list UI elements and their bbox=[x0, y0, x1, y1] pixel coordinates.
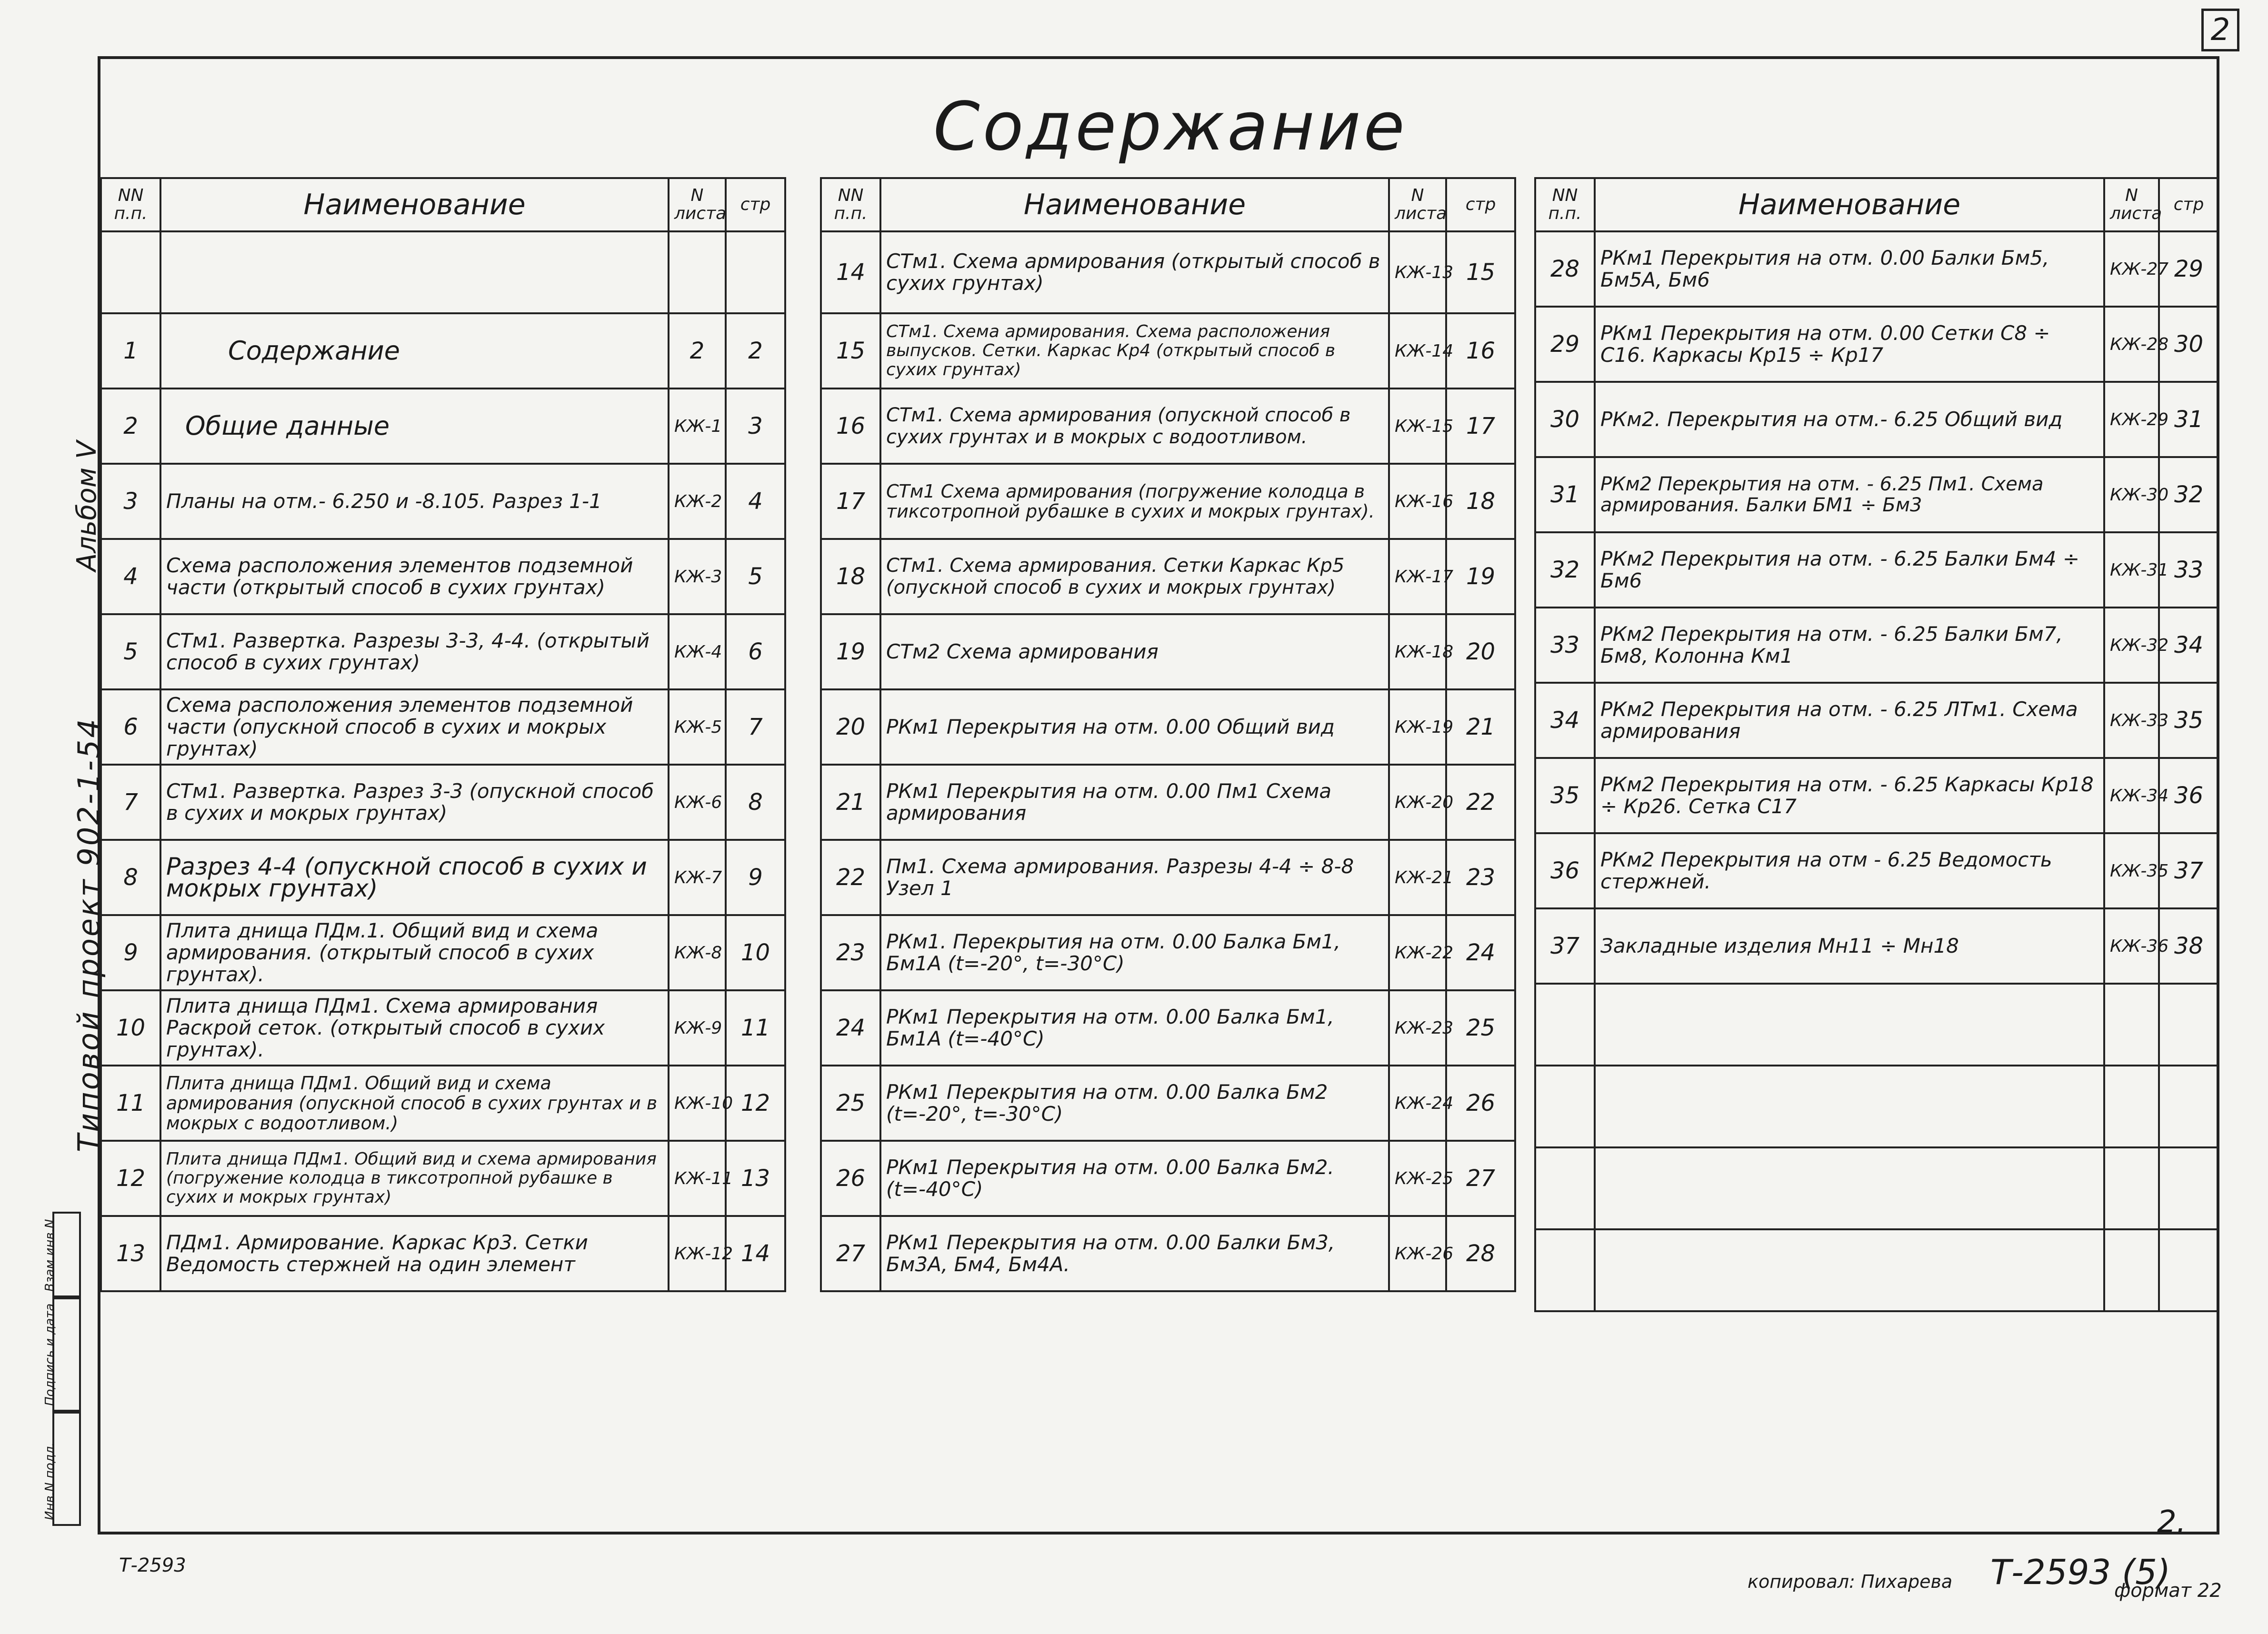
row-page: 5 bbox=[726, 539, 785, 614]
row-sheet: КЖ-19 bbox=[1389, 689, 1446, 765]
row-page: 2 bbox=[726, 313, 785, 389]
row-title bbox=[1595, 984, 2104, 1066]
row-page: 7 bbox=[726, 689, 785, 765]
row-page: 21 bbox=[1446, 689, 1515, 765]
row-page bbox=[726, 231, 785, 313]
table-row bbox=[821, 389, 1515, 464]
archive-number: Т-2593 bbox=[119, 1554, 186, 1576]
row-number: 14 bbox=[821, 231, 880, 313]
paper-format: формат 22 bbox=[2114, 1580, 2222, 1602]
table-header bbox=[101, 178, 785, 231]
row-title: РКм2 Перекрытия на отм. - 6.25 ЛТм1. Схема армирования bbox=[1595, 683, 2104, 758]
row-number: 1 bbox=[101, 313, 160, 389]
row-page: 30 bbox=[2159, 307, 2218, 382]
stamp-cell bbox=[43, 1212, 81, 1297]
row-number: 18 bbox=[821, 539, 880, 614]
row-page: 17 bbox=[1446, 389, 1515, 464]
row-page: 14 bbox=[726, 1216, 785, 1291]
row-number: 32 bbox=[1535, 532, 1595, 608]
row-page: 34 bbox=[2159, 608, 2218, 683]
row-page: 25 bbox=[1446, 990, 1515, 1066]
table-row bbox=[1535, 1147, 2218, 1229]
row-sheet: КЖ-8 bbox=[669, 915, 726, 990]
row-title: Плита днища ПДм1. Схема армирования Раскрой сеток. (открытый способ в сухих грунтах). bbox=[160, 990, 669, 1066]
table-row bbox=[101, 539, 785, 614]
table-row bbox=[1535, 908, 2218, 984]
row-number: 21 bbox=[821, 765, 880, 840]
table-row bbox=[1535, 307, 2218, 382]
row-page: 29 bbox=[2159, 231, 2218, 307]
row-number: 19 bbox=[821, 614, 880, 689]
table-row bbox=[101, 840, 785, 915]
row-page: 26 bbox=[1446, 1066, 1515, 1141]
row-number: 2 bbox=[101, 389, 160, 464]
document-title: Содержание bbox=[933, 88, 1408, 166]
row-title: СТм1. Развертка. Разрез 3-3 (опускной способ в сухих и мокрых грунтах) bbox=[160, 765, 669, 840]
header-nn: NN п.п. bbox=[1535, 178, 1595, 231]
row-title: Содержание bbox=[160, 313, 669, 389]
table-row bbox=[1535, 457, 2218, 532]
row-page bbox=[2159, 1147, 2218, 1229]
row-number: 23 bbox=[821, 915, 880, 990]
row-sheet: КЖ-34 bbox=[2104, 758, 2159, 833]
row-sheet: КЖ-10 bbox=[669, 1066, 726, 1141]
row-page: 38 bbox=[2159, 908, 2218, 984]
sheet-code: Т-2593 (5) bbox=[1990, 1552, 2171, 1592]
table-row bbox=[821, 231, 1515, 313]
row-title: РКм2 Перекрытия на отм. - 6.25 Балки Бм7, Бм8, Колонна Км1 bbox=[1595, 608, 2104, 683]
row-title: Общие данные bbox=[160, 389, 669, 464]
table-row bbox=[1535, 683, 2218, 758]
row-sheet: КЖ-25 bbox=[1389, 1141, 1446, 1216]
row-sheet: КЖ-6 bbox=[669, 765, 726, 840]
table-row bbox=[821, 765, 1515, 840]
row-sheet: КЖ-28 bbox=[2104, 307, 2159, 382]
row-title bbox=[1595, 1229, 2104, 1311]
row-number bbox=[1535, 1066, 1595, 1147]
table-row bbox=[821, 1066, 1515, 1141]
table-row bbox=[821, 614, 1515, 689]
table-row bbox=[1535, 532, 2218, 608]
row-page: 28 bbox=[1446, 1216, 1515, 1291]
row-title: СТм1. Схема армирования (опускной способ в сухих грунтах и в мокрых с водоотливом. bbox=[880, 389, 1389, 464]
row-sheet: КЖ-1 bbox=[669, 389, 726, 464]
row-number: 13 bbox=[101, 1216, 160, 1291]
row-page: 15 bbox=[1446, 231, 1515, 313]
table-row bbox=[101, 464, 785, 539]
row-sheet: КЖ-17 bbox=[1389, 539, 1446, 614]
row-sheet: КЖ-35 bbox=[2104, 833, 2159, 908]
row-number: 31 bbox=[1535, 457, 1595, 532]
row-title: Плита днища ПДм.1. Общий вид и схема армирования. (открытый способ в сухих грунтах). bbox=[160, 915, 669, 990]
table-row bbox=[101, 231, 785, 313]
row-title: РКм2 Перекрытия на отм. - 6.25 Балки Бм4 ÷ Бм6 bbox=[1595, 532, 2104, 608]
row-page: 22 bbox=[1446, 765, 1515, 840]
row-number: 36 bbox=[1535, 833, 1595, 908]
row-sheet: КЖ-16 bbox=[1389, 464, 1446, 539]
row-title: СТм1. Схема армирования. Схема расположения выпусков. Сетки. Каркас Кр4 (открытый способ в сухих грунтах) bbox=[880, 313, 1389, 389]
table-header bbox=[1535, 178, 2218, 231]
row-number: 6 bbox=[101, 689, 160, 765]
row-page: 20 bbox=[1446, 614, 1515, 689]
row-page: 10 bbox=[726, 915, 785, 990]
row-title: СТм1. Развертка. Разрезы 3-3, 4-4. (открытый способ в сухих грунтах) bbox=[160, 614, 669, 689]
row-number bbox=[101, 231, 160, 313]
row-sheet: КЖ-14 bbox=[1389, 313, 1446, 389]
stamp-text: Подпись и дата bbox=[43, 1303, 57, 1406]
row-title: Закладные изделия Мн11 ÷ Мн18 bbox=[1595, 908, 2104, 984]
row-page: 33 bbox=[2159, 532, 2218, 608]
row-number: 16 bbox=[821, 389, 880, 464]
row-number: 20 bbox=[821, 689, 880, 765]
row-title: Пм1. Схема армирования. Разрезы 4-4 ÷ 8-8 Узел 1 bbox=[880, 840, 1389, 915]
header-page: стр bbox=[726, 178, 785, 231]
row-page: 37 bbox=[2159, 833, 2218, 908]
table-row bbox=[1535, 833, 2218, 908]
row-number: 9 bbox=[101, 915, 160, 990]
row-number: 4 bbox=[101, 539, 160, 614]
header-nn: NN п.п. bbox=[101, 178, 160, 231]
row-page bbox=[2159, 1066, 2218, 1147]
contents-table-3 bbox=[1534, 177, 2219, 1312]
table-row bbox=[821, 539, 1515, 614]
row-sheet: КЖ-5 bbox=[669, 689, 726, 765]
row-sheet: КЖ-29 bbox=[2104, 382, 2159, 457]
row-page: 16 bbox=[1446, 313, 1515, 389]
row-sheet: КЖ-23 bbox=[1389, 990, 1446, 1066]
row-page: 13 bbox=[726, 1141, 785, 1216]
row-number: 17 bbox=[821, 464, 880, 539]
header-page: стр bbox=[1446, 178, 1515, 231]
row-title: РКм2 Перекрытия на отм. - 6.25 Пм1. Схема армирования. Балки БМ1 ÷ Бм3 bbox=[1595, 457, 2104, 532]
row-number: 37 bbox=[1535, 908, 1595, 984]
stamp-text: Взам.инв.N bbox=[43, 1219, 57, 1292]
row-page: 24 bbox=[1446, 915, 1515, 990]
table-row bbox=[101, 1066, 785, 1141]
stamp-text: Инв.N подл. bbox=[43, 1442, 57, 1520]
row-sheet: КЖ-33 bbox=[2104, 683, 2159, 758]
table-row bbox=[1535, 231, 2218, 307]
row-number: 25 bbox=[821, 1066, 880, 1141]
row-number: 30 bbox=[1535, 382, 1595, 457]
row-number: 35 bbox=[1535, 758, 1595, 833]
row-sheet: КЖ-2 bbox=[669, 464, 726, 539]
stamp-cell bbox=[43, 1412, 81, 1526]
row-title: Схема расположения элементов подземной части (открытый способ в сухих грунтах) bbox=[160, 539, 669, 614]
row-title bbox=[1595, 1147, 2104, 1229]
stamp-cell bbox=[43, 1297, 81, 1412]
table-row bbox=[821, 990, 1515, 1066]
row-number bbox=[1535, 984, 1595, 1066]
row-page: 12 bbox=[726, 1066, 785, 1141]
row-sheet: КЖ-31 bbox=[2104, 532, 2159, 608]
row-sheet bbox=[669, 231, 726, 313]
table-header bbox=[821, 178, 1515, 231]
row-sheet bbox=[2104, 1066, 2159, 1147]
header-sheet: N листа bbox=[669, 178, 726, 231]
row-sheet: КЖ-21 bbox=[1389, 840, 1446, 915]
row-number bbox=[1535, 1229, 1595, 1311]
row-number: 11 bbox=[101, 1066, 160, 1141]
table-row bbox=[821, 1216, 1515, 1291]
row-number: 7 bbox=[101, 765, 160, 840]
row-sheet: КЖ-15 bbox=[1389, 389, 1446, 464]
row-number: 28 bbox=[1535, 231, 1595, 307]
header-nn: NN п.п. bbox=[821, 178, 880, 231]
table-row bbox=[101, 313, 785, 389]
header-sheet: N листа bbox=[2104, 178, 2159, 231]
row-page: 8 bbox=[726, 765, 785, 840]
table-row bbox=[101, 1141, 785, 1216]
sheet-mark: 2. bbox=[2157, 1504, 2187, 1540]
table-row bbox=[1535, 984, 2218, 1066]
row-title: Плита днища ПДм1. Общий вид и схема армирования (погружение колодца в тиксотропной рубашке в сухих и мокрых грунтах) bbox=[160, 1141, 669, 1216]
row-title: СТм1. Схема армирования. Сетки Каркас Кр5 (опускной способ в сухих и мокрых грунтах) bbox=[880, 539, 1389, 614]
row-title: РКм1 Перекрытия на отм. 0.00 Балка Бм1, Бм1А (t=-40°С) bbox=[880, 990, 1389, 1066]
row-sheet: 2 bbox=[669, 313, 726, 389]
row-sheet: КЖ-36 bbox=[2104, 908, 2159, 984]
table-row bbox=[101, 765, 785, 840]
table-row bbox=[101, 389, 785, 464]
row-sheet: КЖ-20 bbox=[1389, 765, 1446, 840]
row-sheet bbox=[2104, 984, 2159, 1066]
header-name: Наименование bbox=[160, 178, 669, 231]
row-number: 29 bbox=[1535, 307, 1595, 382]
row-number: 26 bbox=[821, 1141, 880, 1216]
row-number bbox=[1535, 1147, 1595, 1229]
row-sheet bbox=[2104, 1147, 2159, 1229]
row-page: 35 bbox=[2159, 683, 2218, 758]
contents-table-1 bbox=[100, 177, 786, 1292]
row-sheet: КЖ-26 bbox=[1389, 1216, 1446, 1291]
row-number: 3 bbox=[101, 464, 160, 539]
row-title: РКм1 Перекрытия на отм. 0.00 Балки Бм5, Бм5А, Бм6 bbox=[1595, 231, 2104, 307]
row-title bbox=[160, 231, 669, 313]
row-sheet: КЖ-30 bbox=[2104, 457, 2159, 532]
row-title: РКм1 Перекрытия на отм. 0.00 Балки Бм3, Бм3А, Бм4, Бм4А. bbox=[880, 1216, 1389, 1291]
table-row bbox=[1535, 608, 2218, 683]
table-row bbox=[821, 1141, 1515, 1216]
row-sheet: КЖ-13 bbox=[1389, 231, 1446, 313]
table-row bbox=[1535, 758, 2218, 833]
row-title: РКм2 Перекрытия на отм. - 6.25 Каркасы Кр18 ÷ Кр26. Сетка С17 bbox=[1595, 758, 2104, 833]
row-page: 18 bbox=[1446, 464, 1515, 539]
copied-by: копировал: Пихарева bbox=[1748, 1571, 1953, 1592]
row-title: РКм1 Перекрытия на отм. 0.00 Общий вид bbox=[880, 689, 1389, 765]
row-sheet: КЖ-3 bbox=[669, 539, 726, 614]
row-page: 23 bbox=[1446, 840, 1515, 915]
table-row bbox=[101, 1216, 785, 1291]
table-row bbox=[821, 313, 1515, 389]
row-page: 19 bbox=[1446, 539, 1515, 614]
row-page: 32 bbox=[2159, 457, 2218, 532]
row-number: 8 bbox=[101, 840, 160, 915]
row-page: 31 bbox=[2159, 382, 2218, 457]
row-number: 12 bbox=[101, 1141, 160, 1216]
header-sheet: N листа bbox=[1389, 178, 1446, 231]
row-sheet: КЖ-22 bbox=[1389, 915, 1446, 990]
row-page bbox=[2159, 1229, 2218, 1311]
row-page: 9 bbox=[726, 840, 785, 915]
row-number: 15 bbox=[821, 313, 880, 389]
header-name: Наименование bbox=[1595, 178, 2104, 231]
row-title: СТм1. Схема армирования (открытый способ в сухих грунтах) bbox=[880, 231, 1389, 313]
row-number: 27 bbox=[821, 1216, 880, 1291]
album-label: Альбом V bbox=[71, 440, 102, 571]
row-title: СТм2 Схема армирования bbox=[880, 614, 1389, 689]
row-title: РКм2 Перекрытия на отм - 6.25 Ведомость стержней. bbox=[1595, 833, 2104, 908]
row-title: Разрез 4-4 (опускной способ в сухих и мокрых грунтах) bbox=[160, 840, 669, 915]
table-row bbox=[821, 689, 1515, 765]
row-page: 4 bbox=[726, 464, 785, 539]
row-sheet: КЖ-18 bbox=[1389, 614, 1446, 689]
row-number: 5 bbox=[101, 614, 160, 689]
table-row bbox=[1535, 1229, 2218, 1311]
row-sheet: КЖ-11 bbox=[669, 1141, 726, 1216]
header-name: Наименование bbox=[880, 178, 1389, 231]
table-row bbox=[101, 990, 785, 1066]
row-title: РКм2. Перекрытия на отм.- 6.25 Общий вид bbox=[1595, 382, 2104, 457]
row-title: Плита днища ПДм1. Общий вид и схема армирования (опускной способ в сухих грунтах и в мокрых с водоотливом.) bbox=[160, 1066, 669, 1141]
row-number: 24 bbox=[821, 990, 880, 1066]
row-title: РКм1 Перекрытия на отм. 0.00 Балка Бм2. (t=-40°С) bbox=[880, 1141, 1389, 1216]
row-sheet: КЖ-27 bbox=[2104, 231, 2159, 307]
contents-table-2 bbox=[820, 177, 1516, 1292]
row-number: 22 bbox=[821, 840, 880, 915]
row-sheet: КЖ-7 bbox=[669, 840, 726, 915]
row-page: 36 bbox=[2159, 758, 2218, 833]
table-row bbox=[101, 915, 785, 990]
row-sheet bbox=[2104, 1229, 2159, 1311]
row-sheet: КЖ-32 bbox=[2104, 608, 2159, 683]
row-page: 3 bbox=[726, 389, 785, 464]
row-title: СТм1 Схема армирования (погружение колодца в тиксотропной рубашке в сухих и мокрых грунтах). bbox=[880, 464, 1389, 539]
row-title bbox=[1595, 1066, 2104, 1147]
row-number: 33 bbox=[1535, 608, 1595, 683]
row-sheet: КЖ-9 bbox=[669, 990, 726, 1066]
row-title: ПДм1. Армирование. Каркас Кр3. Сетки Ведомость стержней на один элемент bbox=[160, 1216, 669, 1291]
row-number: 10 bbox=[101, 990, 160, 1066]
row-title: РКм1 Перекрытия на отм. 0.00 Сетки С8 ÷ С16. Каркасы Кр15 ÷ Кр17 bbox=[1595, 307, 2104, 382]
row-title: Планы на отм.- 6.250 и -8.105. Разрез 1-1 bbox=[160, 464, 669, 539]
row-sheet: КЖ-24 bbox=[1389, 1066, 1446, 1141]
row-sheet: КЖ-12 bbox=[669, 1216, 726, 1291]
page-number: 2 bbox=[2201, 9, 2239, 51]
row-title: РКм1. Перекрытия на отм. 0.00 Балка Бм1, Бм1А (t=-20°, t=-30°С) bbox=[880, 915, 1389, 990]
table-row bbox=[1535, 1066, 2218, 1147]
row-title: Схема расположения элементов подземной части (опускной способ в сухих и мокрых грунтах) bbox=[160, 689, 669, 765]
row-page: 11 bbox=[726, 990, 785, 1066]
row-page: 6 bbox=[726, 614, 785, 689]
table-row bbox=[1535, 382, 2218, 457]
row-page: 27 bbox=[1446, 1141, 1515, 1216]
table-row bbox=[821, 840, 1515, 915]
table-row bbox=[821, 464, 1515, 539]
row-page bbox=[2159, 984, 2218, 1066]
header-page: стр bbox=[2159, 178, 2218, 231]
table-row bbox=[101, 689, 785, 765]
row-title: РКм1 Перекрытия на отм. 0.00 Балка Бм2 (t=-20°, t=-30°С) bbox=[880, 1066, 1389, 1141]
row-sheet: КЖ-4 bbox=[669, 614, 726, 689]
row-title: РКм1 Перекрытия на отм. 0.00 Пм1 Схема армирования bbox=[880, 765, 1389, 840]
table-row bbox=[821, 915, 1515, 990]
table-row bbox=[101, 614, 785, 689]
row-number: 34 bbox=[1535, 683, 1595, 758]
project-label: Типовой проект 902-1-54 bbox=[71, 717, 106, 1152]
